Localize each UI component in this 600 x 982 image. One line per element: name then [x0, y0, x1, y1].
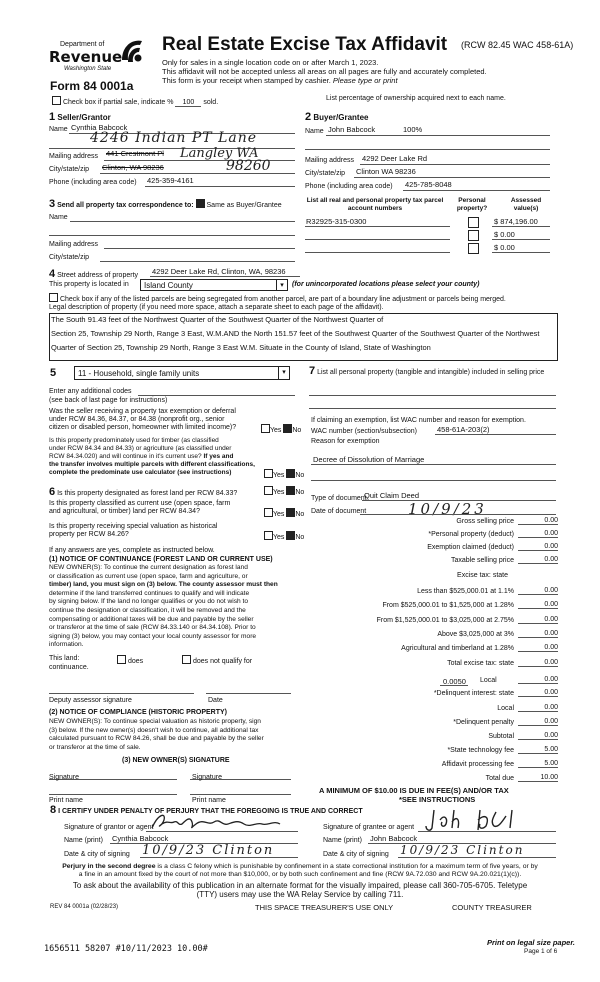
- dept-line1: Department of: [60, 41, 105, 48]
- corr-mailing-label: Mailing address: [49, 241, 99, 248]
- bracket-row-4-value[interactable]: 0.00: [518, 644, 558, 652]
- correspondence-heading: 3 Send all property tax correspondence to: Same as Buyer/Grantee: [49, 198, 282, 210]
- land-use-select[interactable]: 11 - Household, single family units ▾: [74, 366, 290, 380]
- excise-state-heading-label: Excise tax: state: [457, 572, 508, 579]
- buyer-city-label: City/state/zip: [305, 170, 346, 177]
- partial-sale-row: Check box if partial sale, indicate % 100 sold.: [52, 96, 218, 107]
- treasurer-use-label: THIS SPACE TREASURER'S USE ONLY: [255, 903, 394, 912]
- alt-format-line-1: To ask about the availability of this publication in an alternate format for the visually impaired, please call 360-705-6705. Teletype: [72, 881, 528, 890]
- delinquent-penalty-row-value[interactable]: 0.00: [518, 718, 558, 726]
- bracket-row-2-value[interactable]: 0.00: [518, 616, 558, 624]
- seller-phone[interactable]: 425-359-4161: [147, 176, 194, 185]
- buyer-percent[interactable]: 100%: [403, 125, 423, 134]
- buyer-mailing[interactable]: 4292 Deer Lake Rd: [362, 154, 428, 163]
- legal-description-box[interactable]: [49, 313, 558, 361]
- parcel-number-1[interactable]: R32925-315-0300: [306, 217, 367, 226]
- bracket-row-5-label: Total excise tax: state: [447, 659, 514, 667]
- owner-print-label-2: Print name: [192, 797, 226, 804]
- corr-city-label: City/state/zip: [49, 254, 90, 261]
- header-note-2: This affidavit will not be accepted unless all areas on all pages are fully and accurately completed.: [162, 67, 487, 76]
- personal-property-checkbox-2[interactable]: [468, 230, 479, 241]
- assessed-value-3[interactable]: $ 0.00: [494, 243, 515, 252]
- seller-phone-label: Phone (including area code): [49, 179, 137, 186]
- delinquent-local-row-label: Local: [497, 705, 514, 712]
- bracket-row-0-label: Less than $525,000.01 at 1.1%: [417, 588, 514, 595]
- this-land-label: This land:: [49, 655, 80, 662]
- tax-row-2-value[interactable]: 0.00: [518, 543, 558, 551]
- buyer-phone-label: Phone (including area code): [305, 183, 393, 190]
- corr-name-label: Name: [49, 214, 68, 221]
- timber-question: Is this property predominately used for timber (as classified under RCW 84.34 and 84.33) or agriculture (as classified under RCW 84.34.020) and will continue in it's current use? If yes and the transfer involves multiple parcels with different classifications, complete the predominate use calculator (see instructions): [49, 437, 255, 476]
- seller-mailing-hand: Langley WA: [180, 146, 259, 161]
- bracket-row-0-value[interactable]: 0.00: [518, 587, 558, 595]
- continuance-label: continuance.: [49, 664, 89, 671]
- legal-paper-note: Print on legal size paper.: [487, 938, 575, 947]
- forest-question: 6 Is this property designated as forest land per RCW 84.33?: [49, 486, 238, 498]
- section7-text: 7 List all personal property (tangible and intangible) included in selling price: [309, 365, 545, 377]
- seller-mailing-struck: 441 Crestmont Pl: [106, 149, 164, 158]
- same-as-buyer-checkbox[interactable]: [196, 199, 205, 208]
- does-not-option: does not qualify for: [182, 655, 252, 665]
- seller-city-hand: 98260: [226, 158, 271, 174]
- grantor-name[interactable]: Cynthia Babcock: [112, 834, 169, 843]
- owner-sig-label-2: Signature: [192, 774, 222, 781]
- affidavit-fee-row-value[interactable]: 5.00: [518, 760, 558, 768]
- legal-line-2: Section 25, Township 29 North, Range 3 East, W.M.AND the North 151.57 feet of the Southwest Quarter of the Southwest Quarter of the Northwest: [51, 329, 540, 338]
- bracket-row-2-label: From $1,525,000.01 to $3,025,000 at 2.75%: [376, 616, 514, 624]
- page-number: Page 1 of 6: [524, 948, 558, 955]
- property-street-row: 4 Street address of property: [49, 268, 139, 280]
- buyer-city[interactable]: Clinton WA 98236: [356, 167, 416, 176]
- seller-hand-address: 4246 Indian PT Lane: [90, 130, 258, 146]
- perjury-line-1: Perjury in the second degree is a class C felony which is punishable by confinement in a state correctional institution for a maximum term of five years, or by: [62, 863, 538, 870]
- form-number: Form 84 0001a: [50, 79, 134, 93]
- bracket-row-5-value[interactable]: 0.00: [518, 659, 558, 667]
- tax-row-3-value[interactable]: 0.00: [518, 556, 558, 564]
- seller-heading: 1 Seller/Grantor: [49, 111, 111, 123]
- legal-line-1: The South 91.43 feet of the Northwest Quarter of the Southwest Quarter of the Northwest Quarter of: [51, 315, 384, 324]
- legal-desc-label: Legal description of property (if you need more space, attach a separate sheet to each page of the affidavit).: [49, 304, 384, 311]
- current-use-question: Is this property classified as current use (open space, farm and agricultural, or timber) land per RCW 84.34?: [49, 500, 231, 515]
- bracket-row-1-value[interactable]: 0.00: [518, 601, 558, 609]
- wac-label: WAC number (section/subsection): [311, 428, 417, 435]
- tech-fee-row-value[interactable]: 5.00: [518, 746, 558, 754]
- rcw-reference: (RCW 82.45 WAC 458-61A): [461, 40, 574, 50]
- partial-sale-checkbox[interactable]: [52, 96, 61, 105]
- delinquent-penalty-row-label: *Delinquent penalty: [453, 719, 514, 726]
- grantor-date-city[interactable]: 10/9/23 Clinton: [142, 843, 275, 858]
- local-label: Local: [480, 677, 497, 684]
- total-due-row-label: Total due: [485, 775, 514, 782]
- see-instructions-note: *SEE INSTRUCTIONS: [399, 795, 476, 804]
- local-rate: 0.0050: [443, 677, 466, 686]
- rev-number: REV 84 0001a (02/28/23): [50, 904, 119, 910]
- legal-line-3: Quarter of Section 25, Township 29 North, Range 3 East W.M. Situate in the County of Island, State of Washington: [51, 343, 431, 352]
- bracket-row-3-label: Above $3,025,000 at 3%: [437, 630, 514, 638]
- current-use-yes-no: Yes No: [264, 508, 304, 518]
- reason-label: Reason for exemption: [311, 438, 380, 445]
- notice2-title: (2) NOTICE OF COMPLIANCE (HISTORIC PROPERTY): [49, 709, 227, 716]
- owner-print-label-1: Print name: [49, 797, 83, 804]
- chevron-down-icon[interactable]: ▾: [278, 367, 289, 379]
- bracket-row-4-label: Agricultural and timberland at 1.28%: [401, 645, 514, 653]
- wac-number[interactable]: 458-61A-203(2): [437, 425, 490, 434]
- exemption-yes-no: Yes No: [261, 424, 301, 434]
- bracket-row-3-value[interactable]: 0.00: [518, 630, 558, 638]
- historic-question: Is this property receiving special valuation as historical property per RCW 84.26?: [49, 523, 218, 538]
- total-due-row-value[interactable]: 10.00: [518, 774, 558, 782]
- does-qualify-checkbox[interactable]: [117, 655, 126, 664]
- historic-yes-no: Yes No: [264, 531, 304, 541]
- tax-row-3-label: Taxable selling price: [450, 557, 514, 564]
- assessed-value-2[interactable]: $ 0.00: [494, 230, 515, 239]
- county-select[interactable]: Island County ▾: [140, 279, 288, 291]
- deputy-date-label: Date: [208, 697, 223, 704]
- exemption-question: Was the seller receiving a property tax exemption or deferral under RCW 84.36, 84.37, or 84.38 (nonprofit org., senior citizen or disabled person, homeowner with limited income)?: [49, 408, 237, 431]
- timber-yes-no: Yes No: [264, 469, 304, 479]
- grantee-name-label: Name (print): [323, 837, 362, 844]
- seller-name-label: Name: [49, 126, 68, 133]
- alt-format-line-2: (TTY) users may use the WA Relay Service by calling 711.: [196, 890, 404, 899]
- seller-mailing-label: Mailing address: [49, 153, 99, 160]
- county-treasurer-label: COUNTY TREASURER: [452, 903, 532, 912]
- buyer-phone[interactable]: 425-785-8048: [405, 180, 452, 189]
- tax-row-1-value[interactable]: 0.00: [518, 530, 558, 538]
- notice1-body: NEW OWNER(S): To continue the current designation as forest land or classification as current use (open space, farm and agriculture, or timber) land, you must sign on (3) below. The county assessor must then determine if the land transferred continues to qualify and will indicate by signing below. If the land no longer qualifies or you do not wish to continue the designation or classification, it will be removed and the compensating or additional taxes will be due and payable by the seller or transferor at the time of sale (RCW 84.33.140 or 84.34.108). Prior to signing (3) below, you may contact your local county assessor for more information.: [49, 564, 278, 649]
- personal-property-checkbox-1[interactable]: [468, 217, 479, 228]
- subtotal-row-value[interactable]: 0.00: [518, 732, 558, 740]
- owner-sig-label-1: Signature: [49, 774, 79, 781]
- grantee-date-city[interactable]: 10/9/23 Clinton: [400, 843, 525, 857]
- grantor-date-label: Date & city of signing: [64, 851, 130, 858]
- seller-city-label: City/state/zip: [49, 166, 90, 173]
- tech-fee-row-label: *State technology fee: [447, 747, 514, 754]
- section5-num: 5: [50, 367, 57, 379]
- see-back-note: (see back of last page for instructions): [49, 397, 168, 404]
- dept-state: Washington State: [64, 66, 112, 72]
- delinquent-interest-row-value[interactable]: 0.00: [518, 689, 558, 697]
- doc-type[interactable]: Quit Claim Deed: [364, 491, 420, 500]
- delinquent-local-row-value[interactable]: 0.00: [518, 704, 558, 712]
- grantee-sig-label: Signature of grantee or agent: [323, 824, 415, 831]
- certify-heading: 8 I CERTIFY UNDER PENALTY OF PERJURY THAT THE FOREGOING IS TRUE AND CORRECT: [50, 804, 363, 816]
- subtotal-row-label: Subtotal: [488, 733, 514, 740]
- seller-city-struck: Clinton, WA 98236: [102, 163, 164, 172]
- county-note: (for unincorporated locations please select your county): [292, 281, 480, 288]
- perjury-line-2: a fine in an amount fixed by the court of not more than $10,000, or by both such confinement and fine (RCW 9A.72.030 and RCW 9A.20.021(1)(c)).: [78, 871, 522, 878]
- dept-revenue: Revenue: [49, 48, 123, 66]
- grantee-date-label: Date & city of signing: [323, 851, 389, 858]
- wa-dor-logo-icon: [118, 36, 144, 66]
- current-use-yes-checkbox[interactable]: [264, 508, 273, 517]
- tax-row-0-label: Gross selling price: [456, 518, 514, 525]
- bracket-row-1-label: From $525,000.01 to $1,525,000 at 1.28%: [382, 602, 514, 610]
- minimum-due-note: A MINIMUM OF $10.00 IS DUE IN FEE(S) AND/OR TAX: [319, 786, 509, 795]
- header-note-1: Only for sales in a single location code on or after March 1, 2023.: [162, 58, 379, 67]
- tax-row-1-label: *Personal property (deduct): [428, 531, 514, 538]
- seller-name[interactable]: Cynthia Babcock: [71, 123, 128, 132]
- doc-type-label: Type of document: [311, 495, 367, 502]
- buyer-mailing-label: Mailing address: [305, 157, 355, 164]
- forest-yes-checkbox[interactable]: [264, 486, 273, 495]
- notice3-title: (3) NEW OWNER(S) SIGNATURE: [122, 757, 230, 764]
- timber-yes-checkbox[interactable]: [264, 469, 273, 478]
- segregated-row: Check box if any of the listed parcels are being segregated from another parcel, are part of a boundary line adjustment or parcels being merged.: [49, 293, 506, 303]
- does-not-qualify-checkbox[interactable]: [182, 655, 191, 664]
- forest-yes-no: Yes No: [264, 486, 304, 496]
- property-located-label: This property is located in: [49, 281, 129, 288]
- header-note-3: This form is your receipt when stamped by cashier. Please type or print: [162, 76, 398, 85]
- personal-property-checkbox-3[interactable]: [468, 243, 479, 254]
- historic-yes-checkbox[interactable]: [264, 531, 273, 540]
- grantor-sig-label: Signature of grantor or agent: [64, 824, 154, 831]
- buyer-heading: 2 Buyer/Grantee: [305, 111, 369, 123]
- exemption-claim-label: If claiming an exemption, list WAC number and reason for exemption.: [311, 417, 526, 424]
- additional-codes-label: Enter any additional codes: [49, 388, 132, 395]
- chevron-down-icon[interactable]: ▾: [276, 280, 287, 290]
- segregated-checkbox[interactable]: [49, 293, 58, 302]
- grantor-name-label: Name (print): [64, 837, 103, 844]
- notice2-body: NEW OWNER(S): To continue special valuation as historic property, sign (3) below. If the new owner(s) doesn't wish to continue, all additional tax calculated pursuant to RCW 84.26, shall be due and payable by the seller or transferor at the time of sale.: [49, 718, 264, 751]
- local-value[interactable]: 0.00: [518, 676, 558, 684]
- tax-row-0-value[interactable]: 0.00: [518, 517, 558, 525]
- buyer-name-label: Name: [305, 128, 324, 135]
- delinquent-interest-row-label: *Delinquent interest: state: [433, 690, 514, 697]
- doc-date-label: Date of document: [311, 508, 367, 515]
- partial-sale-percent[interactable]: 100: [175, 99, 201, 107]
- list-percent-note: List percentage of ownership acquired next to each name.: [326, 95, 506, 102]
- exemption-reason[interactable]: Decree of Dissolution of Marriage: [313, 455, 425, 464]
- doc-date[interactable]: 10/9/23: [408, 500, 487, 518]
- deputy-sig-label: Deputy assessor signature: [49, 697, 132, 704]
- grantee-name[interactable]: John Babcock: [370, 834, 418, 843]
- buyer-name[interactable]: John Babcock: [328, 125, 376, 134]
- page-title: Real Estate Excise Tax Affidavit: [162, 34, 448, 55]
- if-yes-note: If any answers are yes, complete as instructed below.: [49, 547, 215, 554]
- personal-col-header: Personal property?: [456, 197, 488, 212]
- tax-row-2-label: Exemption claimed (deduct): [427, 544, 514, 551]
- assessed-col-header: Assessed value(s): [510, 197, 542, 212]
- notice1-title: (1) NOTICE OF CONTINUANCE (FOREST LAND OR CURRENT USE): [49, 556, 273, 563]
- exemption-yes-checkbox[interactable]: [261, 424, 270, 433]
- assessed-value-1[interactable]: $ 874,196.00: [494, 217, 538, 226]
- grantee-signature[interactable]: [420, 806, 540, 834]
- property-street[interactable]: 4292 Deer Lake Rd, Clinton, WA, 98236: [152, 267, 286, 276]
- does-option: does: [117, 655, 143, 665]
- parcel-col-header: List all real and personal property tax parcel account numbers: [306, 197, 444, 212]
- affidavit-fee-row-label: Affidavit processing fee: [441, 761, 514, 768]
- treasurer-stamp: 1656511 58207 #10/11/2023 10.00#: [44, 944, 208, 954]
